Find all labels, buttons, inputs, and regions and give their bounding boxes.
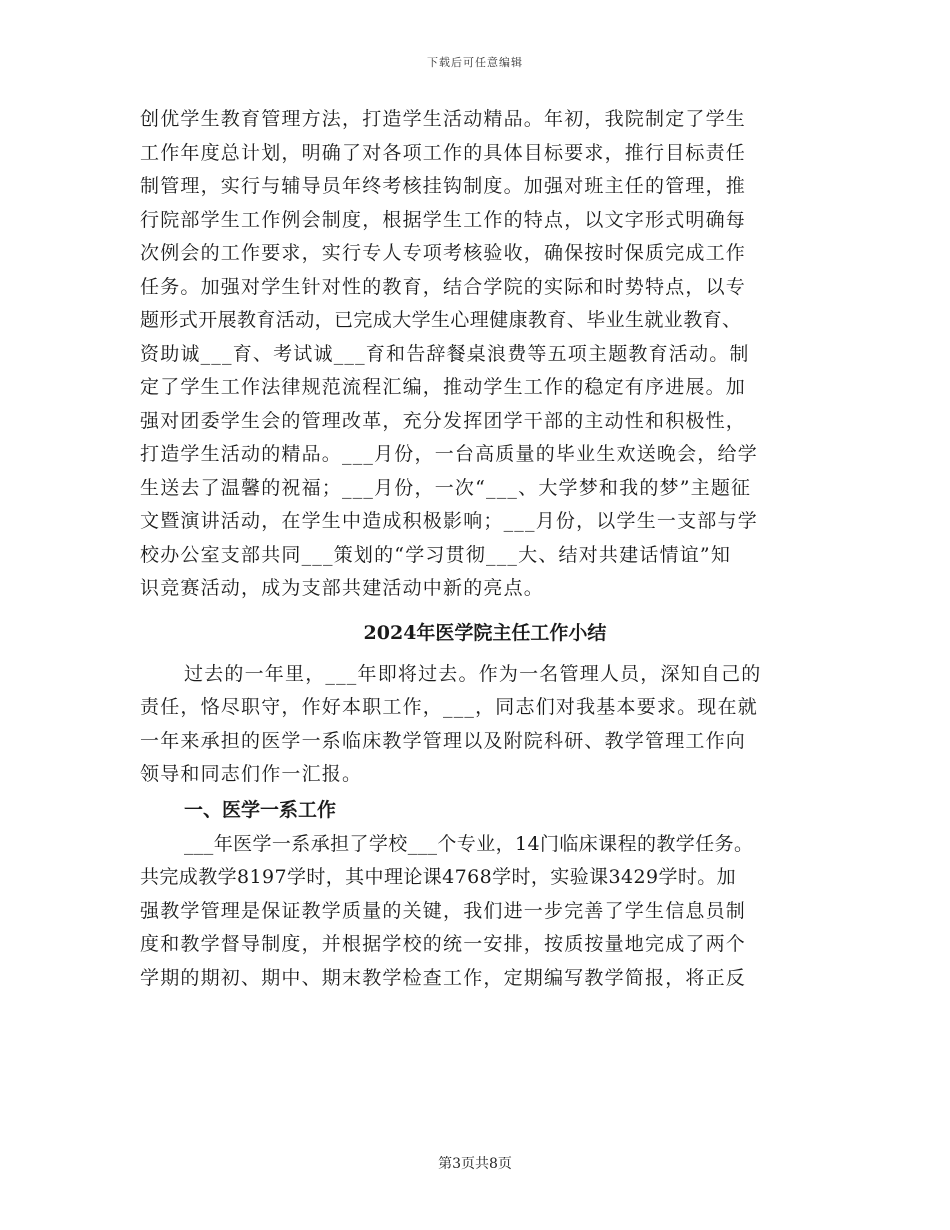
- text-line: 打造学生活动的精品。___月份，一台高质量的毕业生欢送晚会，给学: [140, 443, 758, 465]
- text-line: 度和教学督导制度，并根据学校的统一安排，按质按量地完成了两个: [140, 933, 747, 955]
- paragraph-2: [140, 658, 830, 792]
- header-note: 下载后可任意编辑: [427, 56, 523, 69]
- text-line: 一年来承担的医学一系临床教学管理以及附院科研、教学管理工作向: [140, 729, 747, 752]
- text-line: 领导和同志们作一汇报。: [140, 763, 363, 785]
- text-line: 制管理，实行与辅导员年终考核挂钩制度。加强对班主任的管理，推: [140, 175, 747, 197]
- text-line: 文暨演讲活动，在学生中造成积极影响；___月份，以学生一支部与学: [140, 510, 758, 532]
- text-line: 生送去了温馨的祝福；___月份，一次“___、大学梦和我的梦”主题征: [140, 476, 752, 499]
- text-line: 定了学生工作法律规范流程汇编，推动学生工作的稳定有序进展。加: [140, 376, 747, 398]
- text-line: 行院部学生工作例会制度，根据学生工作的特点，以文字形式明确每: [140, 208, 747, 231]
- text-line: 资助诚___育、考试诚___育和告辞餐桌浪费等五项主题教育活动。制: [140, 342, 750, 365]
- text-line: 共完成教学8197学时，其中理论课4768学时，实验课3429学时。加: [140, 866, 737, 888]
- text-line: 强对团委学生会的管理改革，充分发挥团学干部的主动性和积极性，: [140, 409, 747, 432]
- text-line: 强教学管理是保证教学质量的关键，我们进一步完善了学生信息员制: [140, 899, 747, 922]
- page-number-footer: 第3页共8页: [438, 1156, 512, 1172]
- paragraph-1: [140, 103, 830, 606]
- document-body: [140, 103, 830, 995]
- text-line: 工作年度总计划，明确了对各项工作的具体目标要求，推行目标责任: [140, 141, 747, 164]
- document-title: 2024年医学院主任工作小结: [363, 621, 607, 644]
- text-line: 校办公室支部共同___策划的“学习贯彻___大、结对共建话情谊”知: [140, 543, 732, 566]
- text-line: ___年医学一系承担了学校___个专业，14门临床课程的教学任务。: [184, 832, 754, 855]
- text-line: 任务。加强对学生针对性的教育，结合学院的实际和时势特点，以专: [140, 275, 747, 298]
- text-line: 过去的一年里，___年即将过去。作为一名管理人员，深知自己的: [184, 662, 762, 685]
- text-line: 题形式开展教育活动，已完成大学生心理健康教育、毕业生就业教育、: [140, 309, 742, 331]
- text-line: 学期的期初、期中、期末教学检查工作，定期编写教学简报，将正反: [140, 966, 747, 989]
- section-heading: 一、医学一系工作: [184, 798, 337, 821]
- text-line: 创优学生教育管理方法，打造学生活动精品。年初，我院制定了学生: [140, 108, 747, 130]
- paragraph-3: [140, 828, 830, 996]
- text-line: 责任，恪尽职守，作好本职工作，___，同志们对我基本要求。现在就: [140, 696, 758, 718]
- text-line: 次例会的工作要求，实行专人专项考核验收，确保按时保质完成工作: [140, 242, 747, 264]
- text-line: 识竞赛活动，成为支部共建活动中新的亮点。: [140, 577, 545, 599]
